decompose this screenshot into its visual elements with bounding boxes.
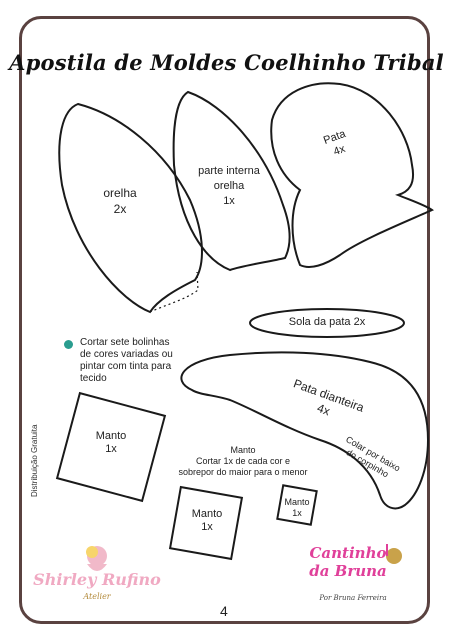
cantinho-da-bruna-sub: Por Bruna Ferreira xyxy=(319,594,387,602)
front-paw-pattern xyxy=(181,352,428,508)
ear-label: orelha 2x xyxy=(103,186,137,216)
manto-medium-label: Manto 1x xyxy=(191,508,223,533)
paw-label: Pata 4x xyxy=(321,127,348,159)
shirley-rufino-name: Shirley Rufino xyxy=(33,570,161,589)
cantinho-da-bruna-name: Cantinho da Bruna xyxy=(309,544,387,580)
front-paw-note: Colar por baixo do corpinho xyxy=(344,434,402,480)
sole-label: Sola da pata 2x xyxy=(288,316,366,328)
paw-pattern xyxy=(271,83,432,267)
circle-note: Cortar sete bolinhas de cores variadas ou pintar com tinta para tecido xyxy=(80,337,173,384)
free-distribution-label: Distribuição Gratuita xyxy=(30,424,39,497)
cantinho-da-bruna-logo xyxy=(298,538,408,610)
manto-small-label: Manto 1x xyxy=(284,497,310,518)
front-paw-label: Pata dianteira 4x xyxy=(291,376,366,419)
shirley-rufino-logo xyxy=(32,538,162,610)
shirley-rufino-sub: Atelier xyxy=(83,592,111,601)
page-title: Apostila de Moldes Coelhinho Tribal xyxy=(9,50,444,75)
manto-instruction: Manto Cortar 1x de cada cor e sobrepor do maior para o menor xyxy=(178,445,308,477)
inner-ear-label: parte interna orelha 1x xyxy=(198,165,260,207)
teal-bullet-icon xyxy=(64,340,73,349)
page-number: 4 xyxy=(220,603,228,619)
manto-large-label: Manto 1x xyxy=(95,430,127,455)
